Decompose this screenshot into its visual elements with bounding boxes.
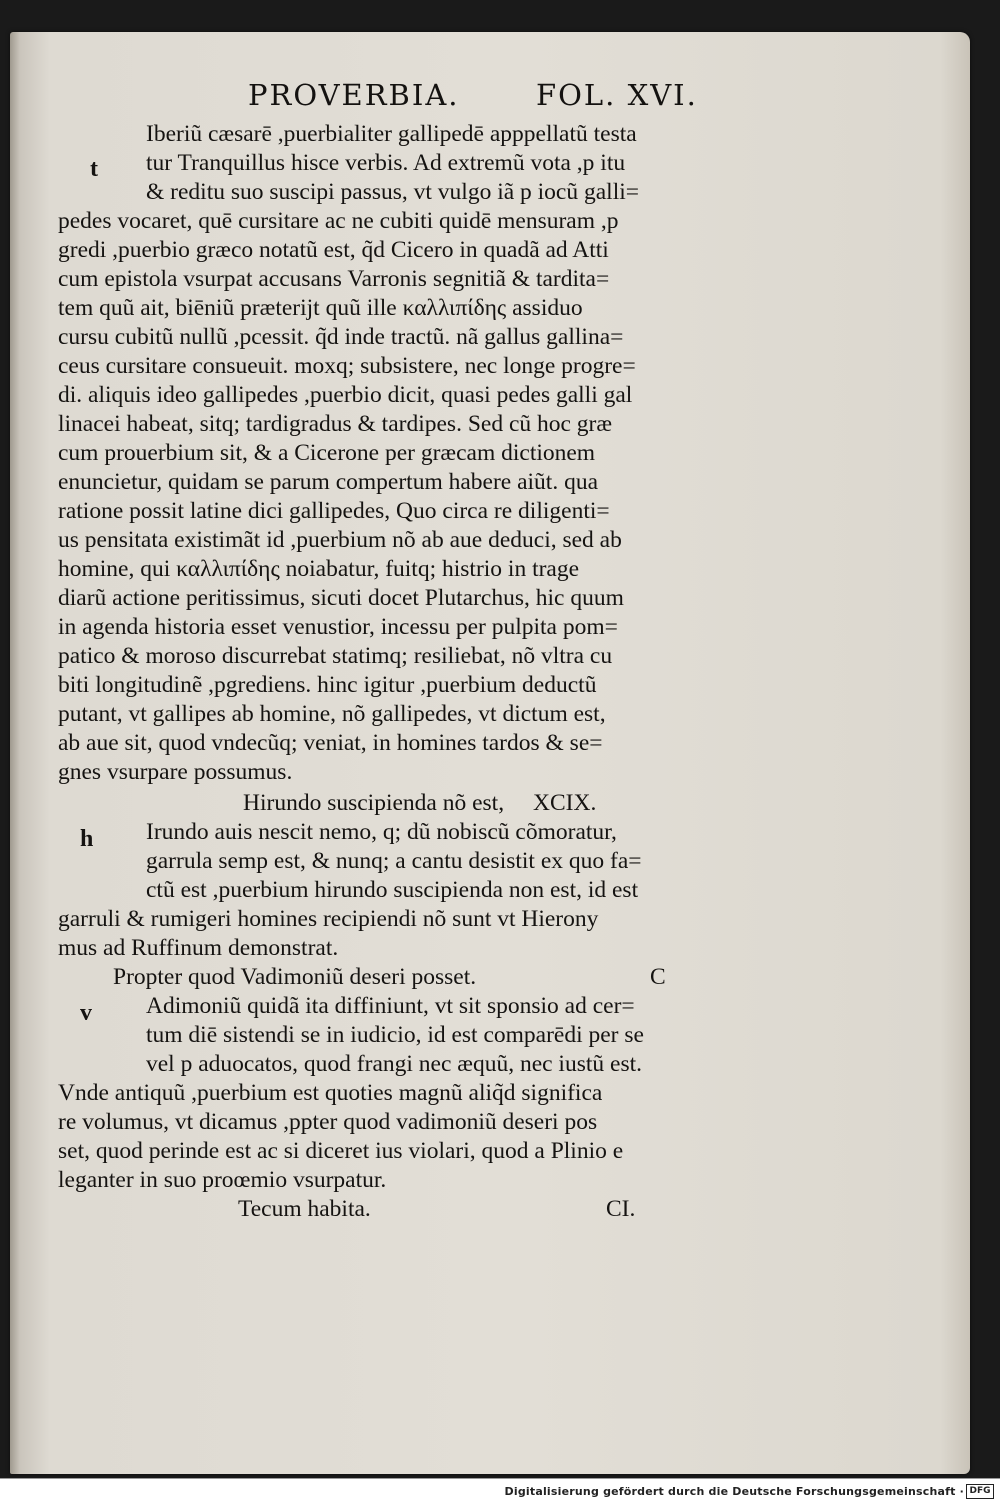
section-title: Hirundo suscipienda nõ est, bbox=[243, 790, 505, 816]
text-line: cursu cubitũ nullũ ,pcessit. q̃d inde tractũ. nã gallus gallina= bbox=[58, 324, 624, 350]
text-line: biti longitudinẽ ,pgrediens. hinc igitur ,puerbium deductũ bbox=[58, 672, 597, 698]
text-line: Iberiũ cæsarē ,puerbialiter gallipedē apppellatũ testa bbox=[146, 121, 637, 147]
text-line: gnes vsurpare possumus. bbox=[58, 759, 293, 785]
text-line: homine, qui καλλιπίδης noiabatur, fuitq; histrio in trage bbox=[58, 556, 580, 582]
initial-h: h bbox=[80, 826, 94, 852]
text-line: us pensitata existimãt id ,puerbium nõ ab aue deduci, sed ab bbox=[58, 527, 622, 553]
text-line: gredi ,puerbio græco notatũ est, q̃d Cicero in quadã ad Atti bbox=[58, 237, 609, 263]
text-line: di. aliquis ideo gallipedes ,puerbio dicit, quasi pedes galli gal bbox=[58, 382, 633, 408]
text-line: tur Tranquillus hisce verbis. Ad extremũ vota ,p itu bbox=[146, 150, 626, 176]
text-line: garruli & rumigeri homines recipiendi nõ sunt vt Hierony bbox=[58, 906, 599, 932]
text-line: putant, vt gallipes ab homine, nõ gallipedes, vt dictum est, bbox=[58, 701, 606, 727]
text-line: Vnde antiquũ ,puerbium est quoties magnũ aliq̃d significa bbox=[58, 1080, 603, 1106]
text-line: ceus cursitare consueuit. moxq; subsistere, nec longe progre= bbox=[58, 353, 636, 379]
text-line: garrula semp est, & nunq; a cantu desistit ex quo fa= bbox=[146, 848, 642, 874]
text-line: leganter in suo proœmio vsurpatur. bbox=[58, 1167, 387, 1193]
text-line: vel p aduocatos, quod frangi nec æquũ, nec iustũ est. bbox=[146, 1051, 642, 1077]
folio-number: FOL. XVI. bbox=[536, 78, 698, 112]
text-line: patico & moroso discurrebat statimq; resiliebat, nõ vltra cu bbox=[58, 643, 613, 669]
section-number: C bbox=[650, 964, 666, 990]
text-line: tem quũ ait, biēniũ præterijt quũ ille καλλιπίδης assiduo bbox=[58, 295, 583, 321]
dfg-logo-icon: DFG bbox=[966, 1484, 994, 1499]
section-title: Propter quod Vadimoniũ deseri posset. bbox=[113, 964, 477, 990]
section-number: CI. bbox=[606, 1196, 636, 1222]
section-title: Tecum habita. bbox=[238, 1196, 371, 1222]
funding-notice: Digitalisierung gefördert durch die Deutsche Forschungsgemeinschaft · bbox=[504, 1485, 964, 1498]
text-line: ctũ est ,puerbium hirundo suscipienda non est, id est bbox=[146, 877, 639, 903]
text-line: re volumus, vt dicamus ,ppter quod vadimoniũ deseri pos bbox=[58, 1109, 598, 1135]
header-title: PROVERBIA. bbox=[248, 78, 460, 112]
footer-bar bbox=[0, 1478, 1000, 1504]
text-line: Adimoniũ quidã ita diffiniunt, vt sit sponsio ad cer= bbox=[146, 993, 635, 1019]
text-line: enuncietur, quidam se parum compertum habere aiũt. qua bbox=[58, 469, 599, 495]
section-number: XCIX. bbox=[533, 790, 597, 816]
initial-v: v bbox=[80, 1000, 92, 1026]
running-header bbox=[248, 78, 738, 118]
text-line: in agenda historia esset venustior, incessu per pulpita pom= bbox=[58, 614, 618, 640]
text-line: diarũ actione peritissimus, sicuti docet Plutarchus, hic quum bbox=[58, 585, 624, 611]
text-line: mus ad Ruffinum demonstrat. bbox=[58, 935, 339, 961]
text-line: set, quod perinde est ac si diceret ius violari, quod a Plinio e bbox=[58, 1138, 624, 1164]
initial-t: t bbox=[90, 156, 98, 182]
text-line: ratione possit latine dici gallipedes, Quo circa re diligenti= bbox=[58, 498, 610, 524]
text-line: Irundo auis nescit nemo, q; dũ nobiscũ cõmoratur, bbox=[146, 819, 617, 845]
text-line: ab aue sit, quod vndecũq; veniat, in homines tardos & se= bbox=[58, 730, 603, 756]
text-line: & reditu suo suscipi passus, vt vulgo iã p iocũ galli= bbox=[146, 179, 640, 205]
text-line: cum epistola vsurpat accusans Varronis segnitiã & tardita= bbox=[58, 266, 610, 292]
text-line: linacei habeat, sitq; tardigradus & tardipes. Sed cũ hoc græ bbox=[58, 411, 613, 437]
text-line: tum diē sistendi se in iudicio, id est comparēdi per se bbox=[146, 1022, 644, 1048]
text-line: pedes vocaret, quē cursitare ac ne cubiti quidē mensuram ,p bbox=[58, 208, 619, 234]
text-line: cum prouerbium sit, & a Cicerone per græcam dictionem bbox=[58, 440, 596, 466]
